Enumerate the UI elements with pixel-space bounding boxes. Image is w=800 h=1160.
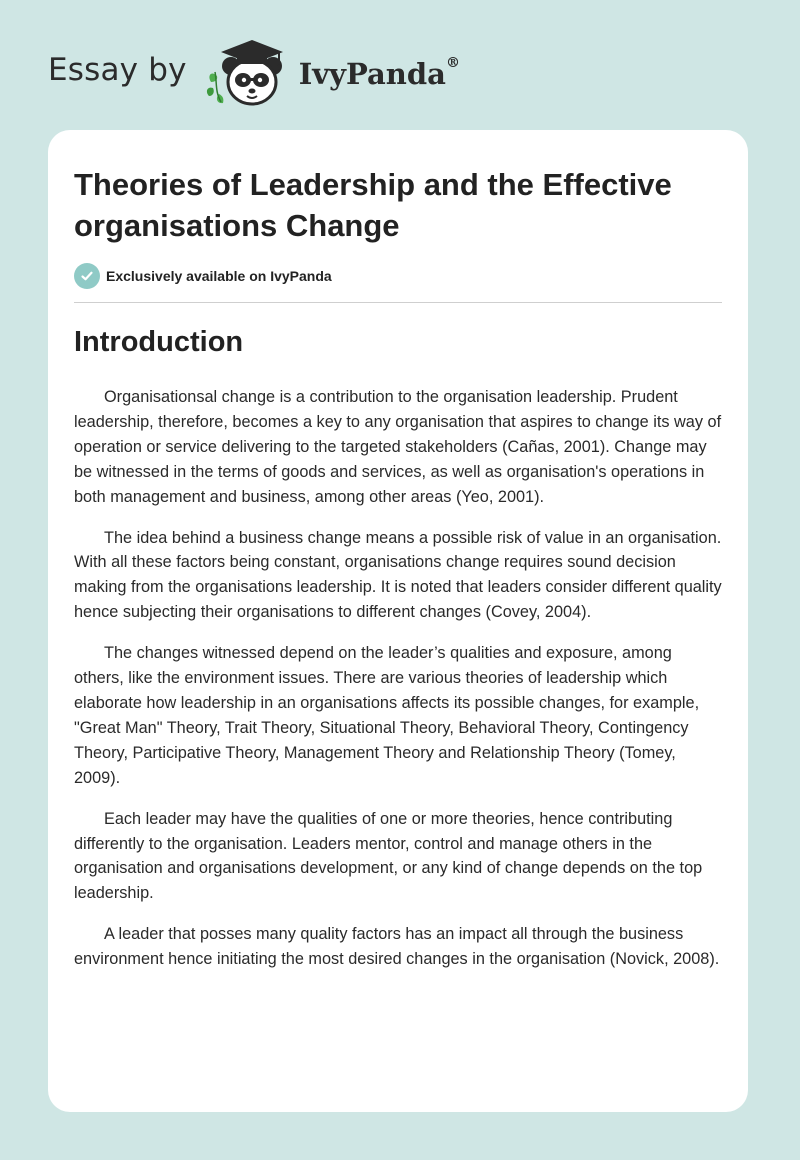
brand-text: IvyPanda [298,57,446,91]
essay-card [48,130,748,1112]
registered-mark: ® [445,55,460,71]
paragraph: Organisationsal change is a contribution to the organisation leadership. Prudent leadership, therefore, becomes a key to any organisation that aspires to change its way of operation or service delivering to the targeted stakeholders (Cañas, 2001). Change may be witnessed in the terms of goods and services, as well as organisation's operations in both management and business, among other areas (Yeo, 2001). [74,388,722,506]
ivypanda-logo-icon[interactable] [203,36,295,108]
section-heading-introduction: Introduction [74,326,244,358]
exclusive-badge [74,263,332,289]
essay-by-label: Essay by [48,52,187,88]
paragraph: Each leader may have the qualities of one or more theories, hence contributing differently to the organisation. Leaders mentor, control and manage others in the organisation and organisations development, or any kind of change depends on the top leadership. [74,809,703,903]
paragraph: A leader that posses many quality factors has an impact all through the business environment hence initiating the most desired changes in the organisation (Novick, 2008). [74,925,720,969]
divider [74,302,722,303]
essay-body [74,385,726,988]
exclusive-badge-text: Exclusively available on IvyPanda [106,268,332,284]
paragraph: The idea behind a business change means a possible risk of value in an organisation. With all these factors being constant, organisations change requires sound decision making from the organisations leadership. It is noted that leaders consider different quality hence subjecting their organisations to different changes (Covey, 2004). [74,528,722,622]
paragraph: The changes witnessed depend on the leader’s qualities and exposure, among others, like the environment issues. There are various theories of leadership which elaborate how leadership in an organisations affects its possible changes, for example, "Great Man" Theory, Trait Theory, Situational Theory, Behavioral Theory, Contingency Theory, Participative Theory, Management Theory and Relationship Theory (Tomey, 2009). [74,644,700,787]
site-header [48,36,460,108]
brand-name[interactable] [299,57,460,91]
essay-title: Theories of Leadership and the Effective organisations Change [74,167,672,243]
check-icon [74,263,100,289]
